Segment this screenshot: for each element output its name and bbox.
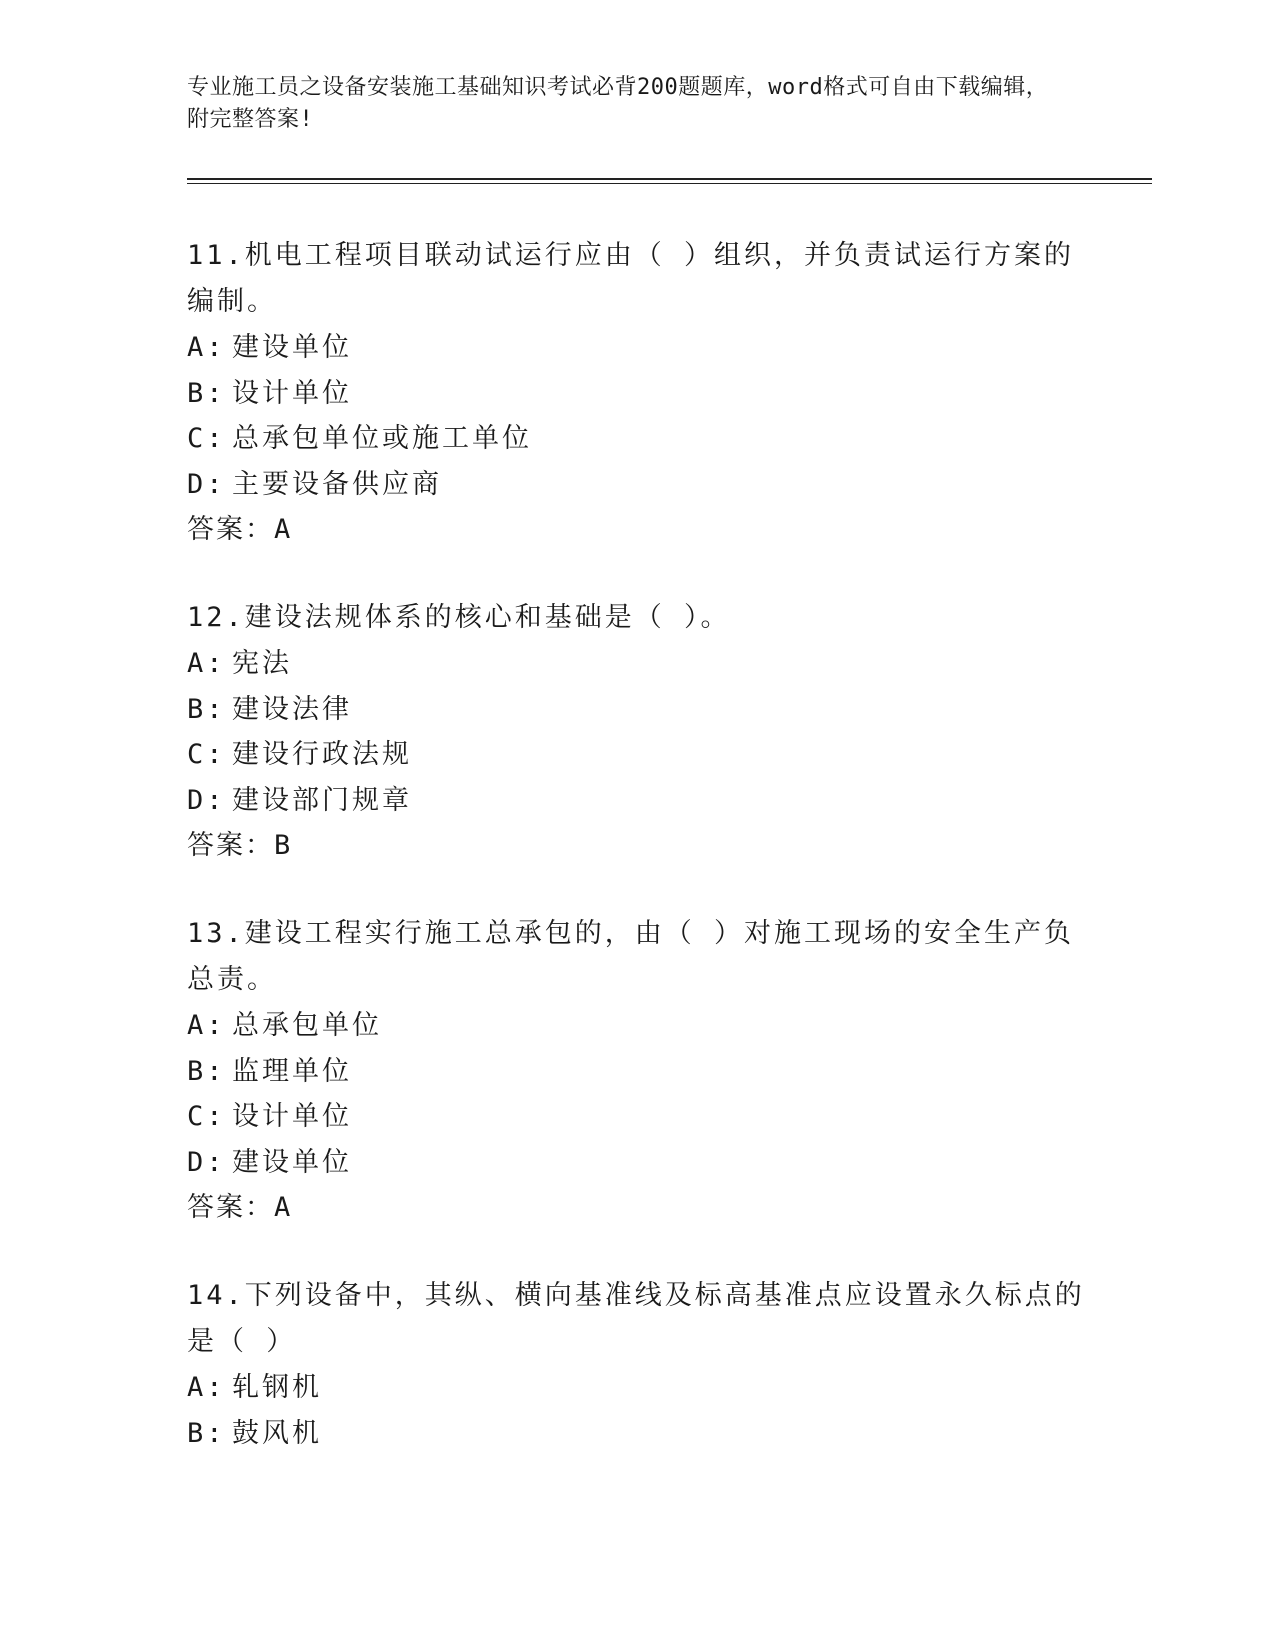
option-text: 主要设备供应商 — [232, 468, 442, 500]
option-key: D: — [187, 784, 226, 816]
option-c — [187, 1094, 1087, 1140]
option-text: 建设部门规章 — [232, 784, 412, 816]
answer-label: 答案：B — [187, 830, 293, 861]
option-a — [187, 1003, 1087, 1049]
option-c — [187, 416, 1087, 462]
option-d — [187, 462, 1087, 508]
option-key: B: — [187, 1417, 226, 1449]
option-b — [187, 687, 1087, 733]
option-b — [187, 1411, 1087, 1457]
option-text: 监理单位 — [232, 1055, 352, 1087]
header-divider-thin — [187, 183, 1152, 184]
question-stem: 12.建设法规体系的核心和基础是（ ）。 — [187, 602, 731, 633]
option-key: D: — [187, 468, 226, 500]
option-d — [187, 1140, 1087, 1186]
option-a — [187, 325, 1087, 371]
option-b — [187, 371, 1087, 417]
option-text: 轧钢机 — [232, 1372, 322, 1403]
question-11 — [187, 233, 1087, 553]
option-key: A: — [187, 1010, 226, 1041]
option-key: D: — [187, 1146, 226, 1178]
option-text: 总承包单位或施工单位 — [232, 423, 532, 454]
option-text: 建设单位 — [232, 1146, 352, 1178]
option-key: C: — [187, 423, 226, 454]
option-key: A: — [187, 648, 226, 679]
option-key: A: — [187, 332, 226, 363]
question-stem: 13.建设工程实行施工总承包的，由（ ）对施工现场的安全生产负总责。 — [187, 918, 1075, 995]
header-divider-thick — [187, 178, 1152, 180]
answer-label: 答案：A — [187, 1192, 293, 1223]
option-text: 建设单位 — [232, 332, 352, 363]
option-text: 总承包单位 — [232, 1010, 382, 1041]
option-d — [187, 778, 1087, 824]
question-14 — [187, 1273, 1087, 1456]
answer-label: 答案：A — [187, 514, 293, 545]
question-13 — [187, 911, 1087, 1231]
option-text: 宪法 — [232, 648, 292, 679]
option-text: 建设行政法规 — [232, 739, 412, 770]
question-12 — [187, 595, 1087, 869]
option-b — [187, 1049, 1087, 1095]
option-key: B: — [187, 1055, 226, 1087]
option-text: 设计单位 — [232, 377, 352, 409]
option-text: 鼓风机 — [232, 1417, 322, 1449]
option-key: C: — [187, 739, 226, 770]
option-text: 建设法律 — [232, 693, 352, 725]
option-text: 设计单位 — [232, 1101, 352, 1132]
option-key: C: — [187, 1101, 226, 1132]
question-stem: 11.机电工程项目联动试运行应由（ ）组织，并负责试运行方案的编制。 — [187, 240, 1075, 317]
question-list — [187, 233, 1087, 1498]
option-key: A: — [187, 1372, 226, 1403]
option-a — [187, 1365, 1087, 1411]
document-header: 专业施工员之设备安装施工基础知识考试必背200题题库，word格式可自由下载编辑，附完整答案! — [187, 75, 1049, 132]
question-stem: 14.下列设备中，其纵、横向基准线及标高基准点应设置永久标点的是（ ） — [187, 1280, 1085, 1357]
option-a — [187, 641, 1087, 687]
option-key: B: — [187, 377, 226, 409]
option-c — [187, 732, 1087, 778]
option-key: B: — [187, 693, 226, 725]
